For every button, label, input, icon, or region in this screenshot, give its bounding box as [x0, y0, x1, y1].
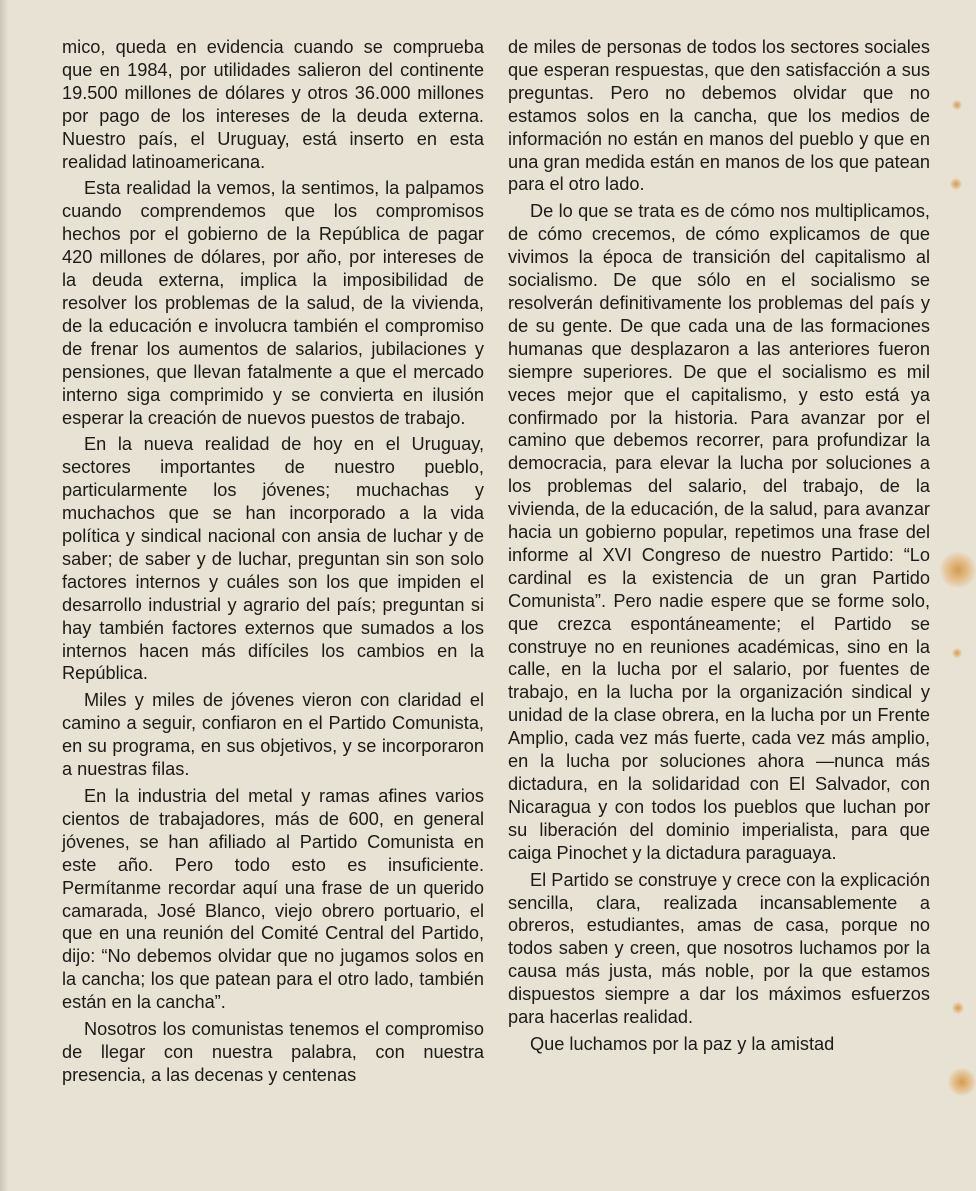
paragraph: Miles y miles de jóvenes vieron con claridad el camino a seguir, confiaron en el Partido Comunista, en su programa, en sus objetivos, y se incorporaron a nuestras filas. — [62, 690, 484, 780]
paper-stain — [948, 1068, 976, 1096]
page-edge-shadow — [0, 0, 8, 1191]
paragraph: En la industria del metal y ramas afines varios cientos de trabajadores, más de 600, en general jóvenes, se han afiliado al Partido Comunista en este año. Pero todo esto es insuficiente. Permítanme recordar aquí una frase de un querido camarada, José Blanco, viejo obrero portuario, el que en una reunión del Comité Central del Partido, dijo: “No debemos olvidar que no jugamos solos en la cancha; los que patean para el otro lado, también están en la cancha”. — [62, 786, 484, 1013]
paragraph: Esta realidad la vemos, la sentimos, la palpamos cuando comprendemos que los compromisos hechos por el gobierno de la República de pagar 420 millones de dólares, por año, por intereses de la deuda externa, implica la imposibilidad de resolver los problemas de la salud, de la vivienda, de la educación e involucra también el compromiso de frenar los aumentos de salarios, jubilaciones y pensiones, que llevan fatalmente a que el mercado interno siga comprimido y se convierta en ilusión esperar la creación de nuevos puestos de trabajo. — [62, 178, 484, 428]
paper-stain — [940, 552, 976, 588]
paragraph: Que luchamos por la paz y la amistad — [530, 1033, 835, 1054]
paragraph: El Partido se construye y crece con la explicación sencilla, clara, realizada incansablemente a obreros, estudiantes, amas de casa, porque no todos saben y creen, que nosotros luchamos por la causa más justa, más noble, por la que estamos dispuestos siempre a dar los máximos esfuerzos para hacerlas realidad. — [508, 869, 930, 1028]
paragraph: mico, queda en evidencia cuando se comprueba que en 1984, por utilidades salieron del continente 19.500 millones de dólares y otros 36.000 millones por pago de los intereses de la deuda externa. Nuestro país, el Uruguay, está inserto en esta realidad latinoamericana. — [62, 37, 484, 172]
paragraph: De lo que se trata es de cómo nos multiplicamos, de cómo crecemos, de cómo explicamos de que vivimos la época de transición del capitalismo al socialismo. De que sólo en el socialismo se resolverán definitivamente los problemas del país y de su gente. De que cada una de las formaciones humanas que desplazaron a las anteriores fueron siempre superiores. De que el socialismo es mil veces mejor que el capitalismo, y esto está ya confirmado por la historia. Para avanzar por el camino que debemos recorrer, para profundizar la democracia, para elevar la lucha por soluciones a los problemas del salario, del trabajo, de la vivienda, de la educación, de la salud, para avanzar hacia un gobierno popular, repetimos una frase del informe al XVI Congreso de nuestro Partido: “Lo cardinal es la existencia de un gran Partido Comunista”. Pero nadie espere que se forme solo, que crezca espontáneamente; el Partido se construye no en reuniones académicas, sino en la calle, en la lucha por el salario, por fuentes de trabajo, en la lucha por la organización sindical y unidad de la clase obrera, en la lucha por un Frente Amplio, cada vez más fuerte, cada vez más amplio, en la lucha por soluciones ahora —nunca más dictadura, en la solidaridad con El Salvador, con Nicaragua y con todos los pueblos que luchan por su liberación del dominio imperialista, para que caiga Pinochet y la dictadura paraguaya. — [508, 201, 930, 863]
right-column — [508, 36, 930, 1060]
paper-stain — [952, 648, 962, 658]
paragraph: Nosotros los comunistas tenemos el compromiso de llegar con nuestra palabra, con nuestra presencia, a las decenas y centenas — [62, 1019, 484, 1085]
paragraph: de miles de personas de todos los sectores sociales que esperan respuestas, que den satisfacción a sus preguntas. Pero no debemos olvidar que no estamos solos en la cancha, que los medios de información no están en manos del pueblo y que en una gran medida están en manos de los que patean para el otro lado. — [508, 37, 930, 195]
paper-stain — [952, 100, 962, 110]
left-column — [62, 36, 484, 1091]
paper-stain — [952, 1002, 964, 1014]
paper-stain — [950, 178, 962, 190]
paragraph: En la nueva realidad de hoy en el Uruguay, sectores importantes de nuestro pueblo, particularmente los jóvenes; muchachas y muchachos que se han incorporado a la vida política y sindical nacional con ansia de luchar y de saber; de saber y de luchar, preguntan sin son solo factores internos y cuáles son los que impiden el desarrollo industrial y agrario del país; preguntan si hay también factores externos que sumados a los internos hacen más difíciles los cambios en la República. — [62, 434, 484, 684]
